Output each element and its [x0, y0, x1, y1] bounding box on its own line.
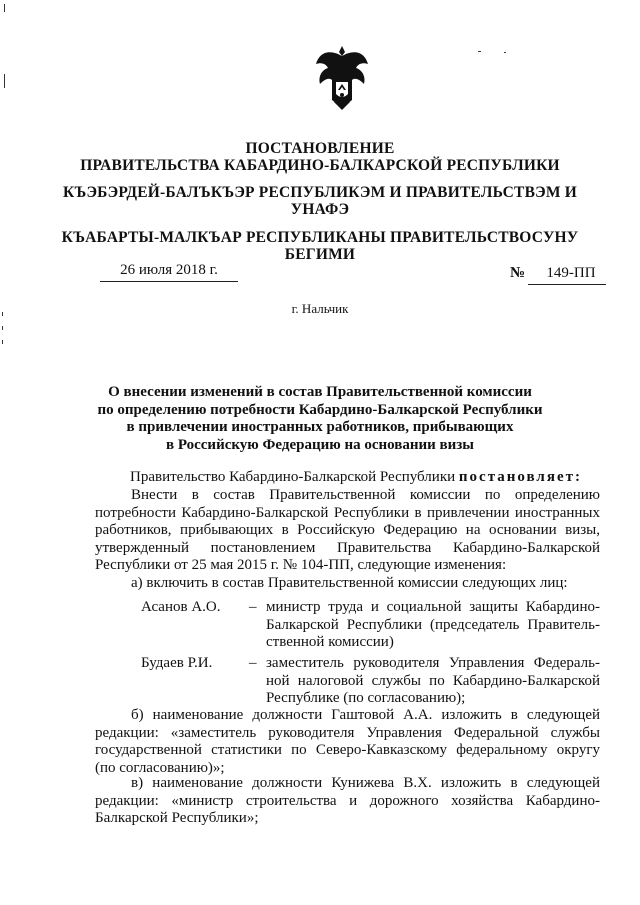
- member-dash: –: [249, 599, 257, 615]
- item-c-line: в) наименование должности Кунижева В.Х. изложить в следующей: [131, 775, 600, 791]
- role-line: ной налоговой службы по Кабардино-Балкарской: [266, 672, 600, 689]
- item-b-line: редакции: «заместитель руководителя Управления Федеральной службы: [95, 724, 600, 741]
- subject-line: О внесении изменений в состав Правительственной комиссии: [108, 384, 532, 400]
- header-title-kbd-2: УНАФЭ: [290, 201, 350, 218]
- coat-of-arms-emblem: [314, 42, 370, 112]
- date-underline: [100, 281, 238, 282]
- number-underline: [528, 284, 606, 285]
- role-line: Республике (по согласованию);: [266, 690, 466, 707]
- intro-line: Внести в состав Правительственной комиссии по определению: [131, 487, 600, 503]
- member-role: [266, 599, 600, 652]
- decree-number-label: №: [510, 265, 526, 281]
- scan-mark: [2, 326, 3, 330]
- decree-subject-text: Правительство Кабардино-Балкарской Республики: [130, 469, 456, 485]
- subject-line: в Российскую Федерацию на основании визы: [165, 436, 475, 453]
- item-b-line: государственной статистики по Северо-Кавказскому федеральному округу: [95, 742, 600, 759]
- intro-line: потребности Кабардино-Балкарской Республики в привлечении иностранных: [95, 504, 600, 521]
- header-title-krc-2: БЕГИМИ: [284, 246, 356, 263]
- subject-line: по определению потребности Кабардино-Балкарской Республики: [97, 401, 543, 418]
- item-c: [95, 775, 600, 828]
- item-a: а) включить в состав Правительственной комиссии следующих лиц:: [131, 574, 568, 591]
- role-line: ственной комиссии): [266, 634, 394, 651]
- item-b: [95, 707, 600, 777]
- member-role: [266, 655, 600, 708]
- decree-clause: [130, 469, 600, 487]
- item-b-line: б) наименование должности Гаштовой А.А. изложить в следующей: [131, 707, 600, 723]
- intro-line: Республики от 25 мая 2015 г. № 104-ПП, следующие изменения:: [95, 557, 507, 574]
- header-title-krc-1: КЪАБАРТЫ-МАЛКЪАР РЕСПУБЛИКАНЫ ПРАВИТЕЛЬСТВОСУНУ: [61, 229, 579, 246]
- scan-mark: [4, 4, 5, 12]
- member-dash: –: [249, 655, 257, 671]
- item-c-line: Балкарской Республики»;: [95, 810, 259, 827]
- header-title-ru-1: ПОСТАНОВЛЕНИЕ: [245, 140, 395, 157]
- header-title-ru-2: ПРАВИТЕЛЬСТВА КАБАРДИНО-БАЛКАРСКОЙ РЕСПУБЛИКИ: [80, 157, 560, 174]
- role-line: заместитель руководителя Управления Федераль-: [266, 655, 600, 671]
- role-line: Балкарской Республики (председатель Правитель-: [266, 616, 600, 633]
- item-c-line: редакции: «министр строительства и дорожного хозяйства Кабардино-: [95, 792, 600, 809]
- header-title-kbd-1: КЪЭБЭРДЕЙ-БАЛЪКЪЭР РЕСПУБЛИКЭМ И ПРАВИТЕЛЬСТВЭМ И: [62, 184, 578, 201]
- decree-date-text: 26 июля 2018 г.: [120, 262, 218, 278]
- item-b-line: (по согласованию)»;: [95, 759, 225, 776]
- scan-mark: [478, 51, 481, 52]
- intro-line: утвержденный постановлением Правительства Кабардино-Балкарской: [95, 539, 600, 556]
- role-line: министр труда и социальной защиты Кабардино-: [266, 599, 600, 615]
- decree-verb: постановляет:: [458, 469, 582, 485]
- city: г. Нальчик: [291, 301, 349, 316]
- decree-date: [100, 262, 238, 279]
- scan-mark: [504, 52, 506, 53]
- scan-mark: [2, 340, 3, 344]
- intro-paragraph: [95, 487, 600, 593]
- member-name: Будаев Р.И.: [141, 655, 213, 671]
- intro-line: работников, прибывающих в Российскую Федерацию на основании визы,: [95, 522, 600, 539]
- decree-number: 149-ПП: [546, 265, 596, 281]
- subject-line: в привлечении иностранных работников, прибывающих: [126, 419, 514, 435]
- member-name: Асанов А.О.: [141, 599, 221, 615]
- decree-subject: [0, 384, 640, 454]
- scan-mark: [4, 74, 5, 88]
